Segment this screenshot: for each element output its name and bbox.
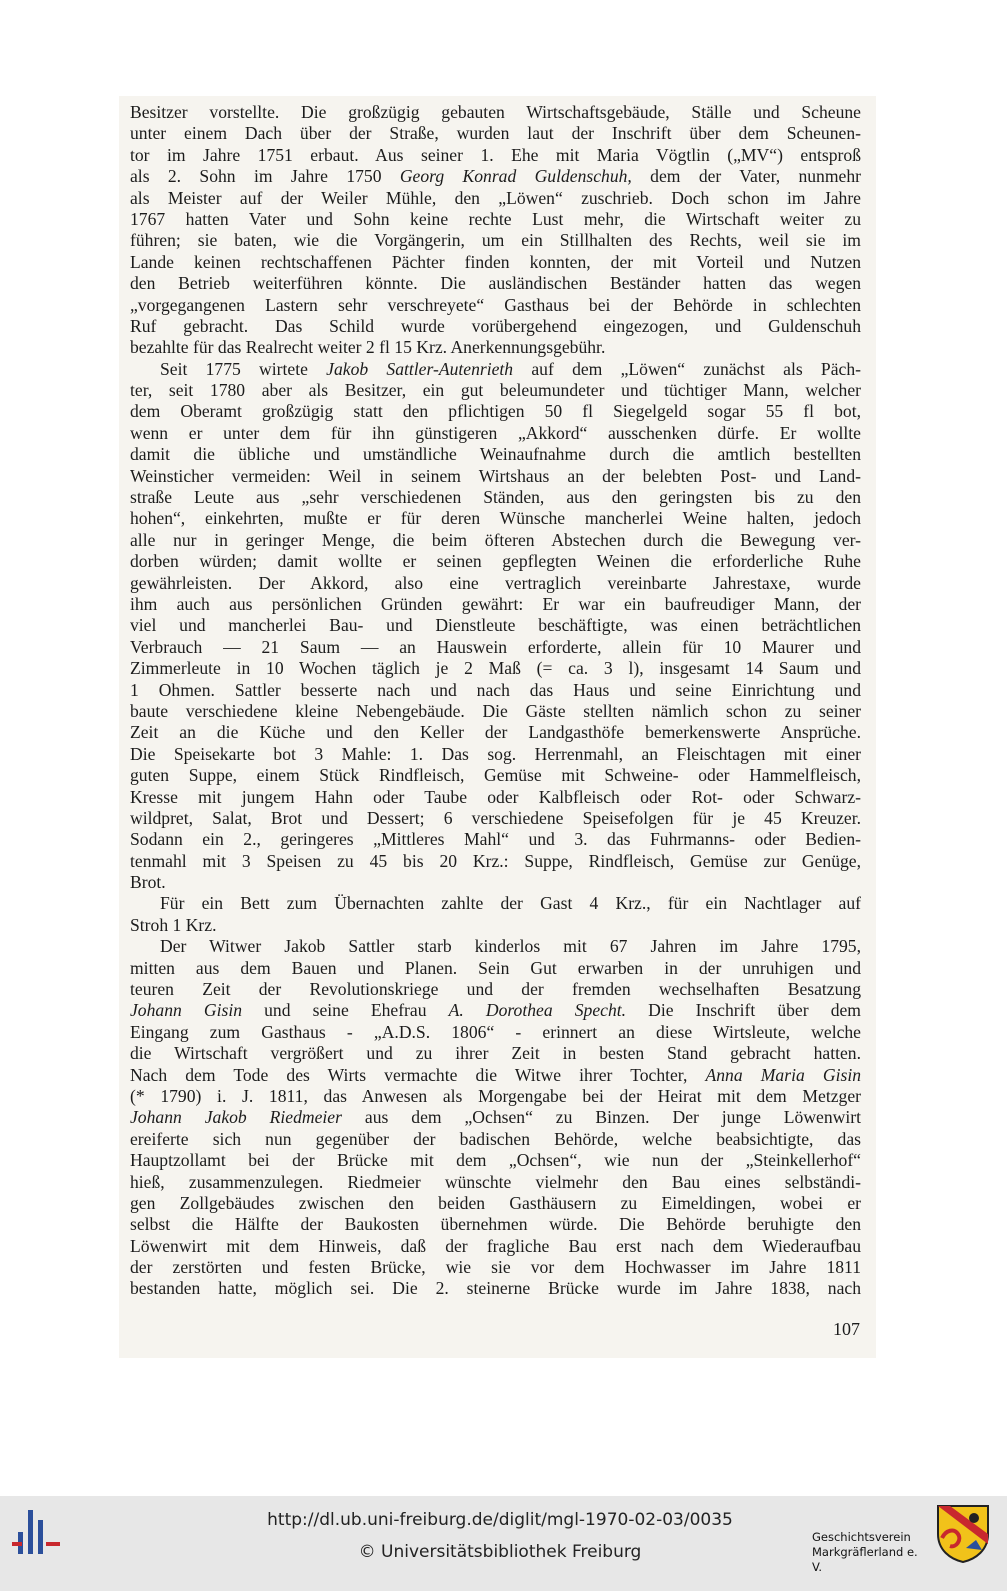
text-line [130, 316, 861, 337]
copyright-text: © Universitätsbibliothek Freiburg [358, 1542, 642, 1562]
text-segment: und seine Ehefrau [242, 1000, 449, 1021]
library-logo-icon[interactable] [10, 1506, 66, 1558]
text-segment: wenn er unter dem für ihn günstigeren „Akkord“ ausschenken dürfe. Er wollte [130, 422, 861, 443]
text-line [130, 423, 861, 444]
text-segment: viel und mancherlei Bau- und Dienstleute beschäftigte, was einen beträchtlichen [130, 615, 861, 636]
text-line [130, 1172, 861, 1193]
text-line [130, 722, 861, 743]
text-segment: (* 1790) i. J. 1811, das Anwesen als Morgengabe bei der Heirat mit dem Metzger [130, 1085, 861, 1106]
text-segment: ereiferte sich nun gegenüber der badischen Behörde, welche beabsichtigte, das [130, 1128, 861, 1149]
text-segment: die Wirtschaft vergrößert und zu ihrer Zeit in besten Stand gebracht hatten. [130, 1043, 861, 1064]
text-line [130, 295, 861, 316]
text-segment: Seit 1775 wirtete [160, 358, 327, 379]
document-url-link[interactable]: http://dl.ub.uni-freiburg.de/diglit/mgl-1970-02-03/0035 [267, 1510, 733, 1530]
text-segment: Für ein Bett zum Übernachten zahlte der Gast 4 Krz., für ein Nachtlager auf [160, 893, 861, 914]
text-line [130, 637, 861, 658]
text-segment: 1767 hatten Vater und Sohn keine rechte Lust mehr, die Wirtschaft weiter zu [130, 208, 861, 229]
italic-name: Georg Konrad Guldenschuh, [399, 166, 632, 187]
text-segment: Weinsticher vermeiden: Weil in seinem Wirtshaus an der belebten Post- und Land- [130, 465, 861, 486]
text-line [130, 1129, 861, 1150]
text-segment: auf dem „Löwen“ zunächst als Päch- [513, 358, 861, 379]
text-line [130, 1022, 861, 1043]
text-segment: mitten aus dem Bauen und Planen. Sein Gut erwarben in der unruhigen und [130, 957, 861, 978]
text-line [130, 209, 861, 230]
text-line [130, 1150, 861, 1171]
text-line [130, 979, 861, 1000]
text-segment: wildpret, Salat, Brot und Dessert; 6 verschiedene Speisefolgen für je 45 Kreuzer. [130, 807, 861, 828]
text-line [130, 701, 861, 722]
text-segment: damit die übliche und umständliche Weinaufnahme durch die amtlich bestellten [130, 444, 861, 465]
viewer-footer [0, 1496, 1007, 1591]
text-line [130, 1086, 861, 1107]
page-number: 107 [833, 1319, 860, 1339]
text-segment: Nach dem Tode des Wirts vermachte die Witwe ihrer Tochter, [130, 1064, 706, 1085]
text-line [130, 1257, 861, 1278]
text-segment: gewährleisten. Der Akkord, also eine vertraglich vereinbarte Jahrestaxe, wurde [130, 572, 861, 593]
text-segment: Verbrauch — 21 Saum — an Hauswein erforderte, allein für 10 Maurer und [130, 636, 861, 657]
text-line [130, 230, 861, 251]
text-line [130, 829, 861, 850]
text-segment: ihm auch aus persönlichen Gründen gewährt: Er war ein baufreudiger Mann, der [130, 593, 861, 614]
text-line [130, 872, 861, 893]
text-line [130, 380, 861, 401]
text-line [130, 252, 861, 273]
text-segment: dem der Vater, nunmehr [631, 166, 861, 187]
text-line [130, 123, 861, 144]
text-line [130, 102, 861, 123]
text-line [130, 936, 861, 957]
text-segment: ter, seit 1780 aber als Besitzer, ein gut beleumundeter und tüchtiger Mann, welcher [130, 380, 861, 401]
italic-name: Anna Maria Gisin [705, 1064, 862, 1085]
text-segment: „vorgegangenen Lastern sehr verschreyete“ Gasthaus bei der Behörde in schlechten [130, 294, 861, 315]
text-segment: baute verschiedene kleine Nebengebäude. Die Gäste stellten nämlich schon zu seiner [130, 700, 861, 721]
text-line [130, 273, 861, 294]
text-line [130, 915, 861, 936]
text-segment: den Betrieb weiterführen könnte. Die ausländischen Beständer hatten das wegen [130, 273, 861, 294]
text-segment: Der Witwer Jakob Sattler starb kinderlos mit 67 Jahren im Jahre 1795, [160, 936, 861, 957]
text-segment: dem Oberamt großzügig statt den pflichtigen 50 fl Siegelgeld sogar 55 fl bot, [130, 401, 861, 422]
text-line [130, 765, 861, 786]
text-line [130, 166, 861, 187]
text-segment: unter einem Dach über der Straße, wurden laut der Inschrift über dem Scheunen- [130, 123, 861, 144]
text-line [130, 1214, 861, 1235]
text-line [130, 188, 861, 209]
text-line [130, 551, 861, 572]
text-segment: Lande keinen rechtschaffenen Pächter finden konnten, der mit Vorteil und Nutzen [130, 251, 861, 272]
text-line [130, 615, 861, 636]
text-line [130, 401, 861, 422]
text-segment: dorben würden; damit wollte er seinen gepflegten Weinen die erforderliche Ruhe [130, 551, 861, 572]
text-segment: bestanden hatte, möglich sei. Die 2. steinerne Brücke wurde im Jahre 1838, nach [130, 1278, 861, 1299]
text-segment: Zimmerleute in 10 Wochen täglich je 2 Maß (= ca. 3 l), insgesamt 14 Saum und [130, 658, 861, 679]
text-line [130, 1236, 861, 1257]
text-segment: Ruf gebracht. Das Schild wurde vorübergehend eingezogen, und Guldenschuh [130, 315, 861, 336]
text-line [130, 444, 861, 465]
italic-name: Johann Gisin [130, 1000, 243, 1021]
text-segment: selbst die Hälfte der Baukosten übernehmen würde. Die Behörde beruhigte den [130, 1214, 861, 1235]
text-line [130, 851, 861, 872]
text-line [130, 1193, 861, 1214]
text-line [130, 1000, 861, 1021]
text-line [130, 594, 861, 615]
text-segment: Löwenwirt mit dem Hinweis, daß der fragliche Bau erst nach dem Wiederaufbau [130, 1235, 861, 1256]
text-line [130, 893, 861, 914]
text-segment: bezahlte für das Realrecht weiter 2 fl 15 Krz. Anerkennungsgebühr. [130, 337, 606, 358]
text-line [130, 1278, 861, 1299]
text-segment: Die Inschrift über dem [626, 1000, 861, 1021]
text-segment: Hauptzollamt bei der Brücke mit dem „Ochsen“, wie nun der „Steinkellerhof“ [130, 1150, 861, 1171]
text-segment: Kresse mit jungem Hahn oder Taube oder Kalbfleisch oder Rot- oder Schwarz- [130, 786, 861, 807]
text-segment: teuren Zeit der Revolutionskriege und der fremden wechselhaften Besatzung [130, 979, 861, 1000]
text-segment: führen; sie baten, wie die Vorgängerin, um ein Stillhalten des Rechts, weil sie im [130, 230, 861, 251]
italic-name: Jakob Sattler-Autenrieth [326, 358, 514, 379]
text-segment: tenmahl mit 3 Speisen zu 45 bis 20 Krz.: Suppe, Rindfleisch, Gemüse zur Genüge, [130, 850, 861, 871]
text-line [130, 508, 861, 529]
text-segment: Zeit an die Küche und den Keller der Landgasthöfe bemerkenswerte Ansprüche. [130, 722, 861, 743]
text-segment: als 2. Sohn im Jahre 1750 [130, 166, 400, 187]
text-line [130, 1065, 861, 1086]
text-line [130, 787, 861, 808]
text-segment: hieß, zusammenzulegen. Riedmeier wünschte vielmehr den Bau eines selbständi- [130, 1171, 861, 1192]
text-segment: Sodann ein 2., geringeres „Mittleres Mahl“ und 3. das Fuhrmanns- oder Bedien- [130, 829, 861, 850]
society-name-line1: Geschichtsverein [812, 1530, 911, 1544]
text-line [130, 359, 861, 380]
italic-name: A. Dorothea Specht. [448, 1000, 627, 1021]
text-segment: Brot. [130, 872, 166, 893]
text-line [130, 658, 861, 679]
italic-name: Johann Jakob Riedmeier [130, 1107, 342, 1128]
text-segment: alle nur in geringer Menge, die beim öfteren Abstechen durch die Bewegung ver- [130, 529, 861, 550]
text-segment: tor im Jahre 1751 erbaut. Aus seiner 1. Ehe mit Maria Vögtlin („MV“) entsproß [130, 144, 861, 165]
society-crest-icon[interactable] [936, 1504, 990, 1564]
text-line [130, 680, 861, 701]
text-segment: hohen“, einkehrten, mußte er für deren Wünsche mancherlei Weine halten, jedoch [130, 508, 861, 529]
text-line [130, 573, 861, 594]
text-segment: straße Leute aus „sehr verschiedenen Ständen, aus den geringsten bis zu den [130, 487, 861, 508]
text-line [130, 487, 861, 508]
body-text [130, 102, 861, 1300]
text-line [130, 1043, 861, 1064]
society-name [812, 1530, 928, 1575]
text-line [130, 958, 861, 979]
text-segment: guten Suppe, einem Stück Rindfleisch, Gemüse mit Schweine- oder Hammelfleisch, [130, 765, 861, 786]
text-segment: Die Speisekarte bot 3 Mahle: 1. Das sog. Herrenmahl, an Fleischtagen mit einer [130, 743, 861, 764]
text-line [130, 466, 861, 487]
text-line [130, 337, 861, 358]
text-line [130, 530, 861, 551]
text-segment: aus dem „Ochsen“ zu Binzen. Der junge Löwenwirt [341, 1107, 862, 1128]
text-segment: Besitzer vorstellte. Die großzügig gebauten Wirtschaftsgebäude, Ställe und Scheune [130, 102, 861, 122]
text-segment: als Meister auf der Weiler Mühle, den „Löwen“ zuschrieb. Doch schon im Jahre [130, 187, 861, 208]
text-segment: Eingang zum Gasthaus - „A.D.S. 1806“ - erinnert an diese Wirtsleute, welche [130, 1021, 861, 1042]
text-segment: Stroh 1 Krz. [130, 914, 217, 935]
society-name-line2: Markgräflerland e. V. [812, 1545, 918, 1574]
text-line [130, 744, 861, 765]
text-segment: der zerstörten und festen Brücke, wie sie vor dem Hochwasser im Jahre 1811 [130, 1257, 861, 1278]
text-line [130, 1107, 861, 1128]
text-line [130, 808, 861, 829]
text-line [130, 145, 861, 166]
text-segment: 1 Ohmen. Sattler besserte nach und nach das Haus und seine Einrichtung und [130, 679, 861, 700]
text-segment: gen Zollgebäudes zwischen den beiden Gasthäusern zu Eimeldingen, wobei er [130, 1192, 861, 1213]
